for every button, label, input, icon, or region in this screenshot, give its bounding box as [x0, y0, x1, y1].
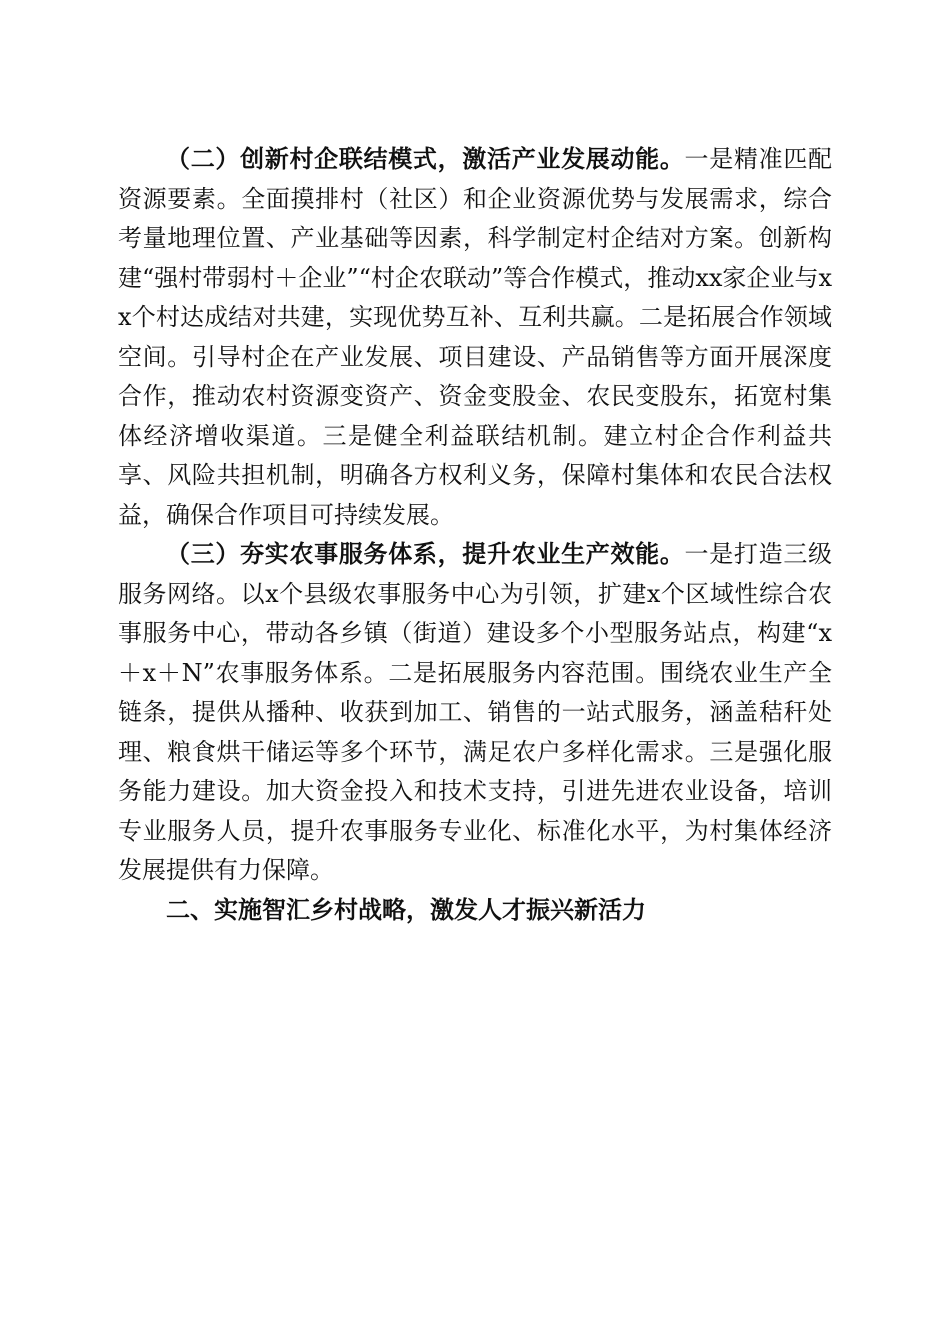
paragraph-text: 一是精准匹配资源要素。全面摸排村（社区）和企业资源优势与发展需求，综合考量地理位置、产业基础等因素，科学制定村企结对方案。创新构建“强村带弱村＋企业”“村企农联动”等合作模式，推动xx家企业与xx个村达成结对共建，实现优势互补、互利共赢。二是拓展合作领域空间。引导村企在产业发展、项目建设、产品销售等方面开展深度合作，推动农村资源变资产、资金变股金、农民变股东，拓宽村集体经济增收渠道。三是健全利益联结机制。建立村企合作利益共享、风险共担机制，明确各方权利义务，保障村集体和农民合法权益，确保合作项目可持续发展。 — [118, 145, 833, 529]
paragraph-lead: （二）创新村企联结模式，激活产业发展动能。 — [166, 145, 685, 173]
paragraph-lead: （三）夯实农事服务体系，提升农业生产效能。 — [166, 540, 685, 568]
paragraph-text: 一是打造三级服务网络。以x个县级农事服务中心为引领，扩建x个区域性综合农事服务中心，带动各乡镇（街道）建设多个小型服务站点，构建“x＋x＋N”农事服务体系。二是拓展服务内容范围。围绕农业生产全链条，提供从播种、收获到加工、销售的一站式服务，涵盖秸秆处理、粮食烘干储运等多个环节，满足农户多样化需求。三是强化服务能力建设。加大资金投入和技术支持，引进先进农业设备，培训专业服务人员，提升农事服务专业化、标准化水平，为村集体经济发展提供有力保障。 — [118, 540, 833, 884]
document-body — [118, 140, 832, 930]
section-heading: 二、实施智汇乡村战略，激发人才振兴新活力 — [166, 895, 646, 924]
paragraph-agricultural-services — [118, 535, 832, 891]
paragraph-village-enterprise — [118, 140, 832, 535]
